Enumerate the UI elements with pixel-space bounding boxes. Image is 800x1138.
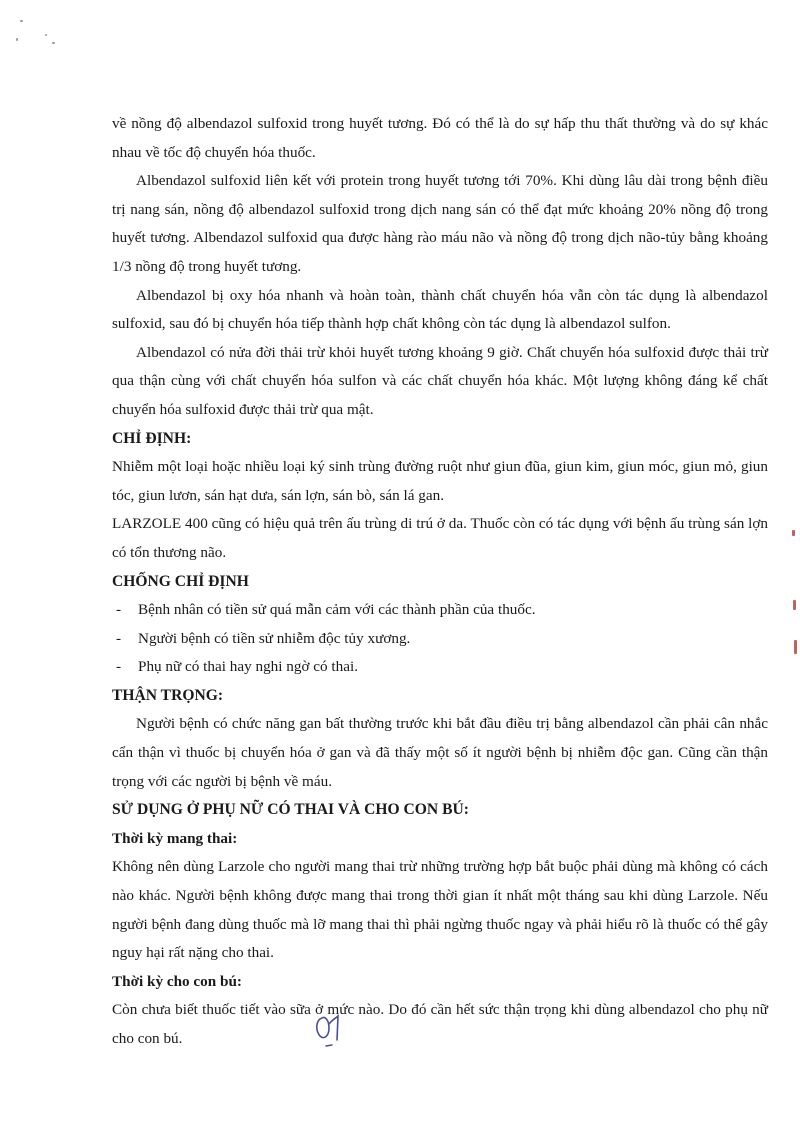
scan-speck: [45, 34, 47, 36]
scan-speck: [52, 42, 55, 44]
list-bullet: -: [116, 658, 122, 676]
scan-speck: [792, 530, 795, 536]
list-bullet: -: [116, 601, 122, 619]
list-item: [112, 653, 768, 682]
section-heading-indications: CHỈ ĐỊNH:: [112, 429, 192, 447]
subheading-lactation: Thời kỳ cho con bú:: [112, 972, 242, 990]
body-paragraph: về nồng độ albendazol sulfoxid trong huyết tương. Đó có thể là do sự hấp thu thất thường và do sự khác nhau về tốc độ chuyển hóa thuốc.: [112, 115, 768, 161]
list-item-text: Bệnh nhân có tiền sử quá mẫn cảm với các thành phần của thuốc.: [138, 601, 536, 619]
document-page: [112, 110, 768, 1054]
body-paragraph: Nhiễm một loại hoặc nhiều loại ký sinh trùng đường ruột như giun đũa, giun kim, giun móc, giun mỏ, giun tóc, giun lươn, sán hạt dưa, sán lợn, sán bò, sán lá gan.: [112, 458, 768, 504]
contraindications-list: [112, 596, 768, 682]
list-item: [112, 625, 768, 654]
handwritten-mark-icon: [312, 1010, 356, 1050]
body-paragraph: Albendazol bị oxy hóa nhanh và hoàn toàn, thành chất chuyển hóa vẫn còn tác dụng là albendazol sulfoxid, sau đó bị chuyển hóa tiếp thành hợp chất không còn tác dụng là albendazol sulfon.: [112, 286, 768, 333]
scan-speck: [16, 38, 18, 41]
body-paragraph: Không nên dùng Larzole cho người mang thai trừ những trường hợp bắt buộc phải dùng mà không có cách nào khác. Người bệnh không được mang thai trong thời gian ít nhất một tháng sau khi dùng Larzole. Nếu người bệnh đang dùng thuốc mà lỡ mang thai thì phải ngừng thuốc ngay và phải hiểu rõ là thuốc có thể gây nguy hại rất nặng cho thai.: [112, 858, 768, 962]
body-paragraph: LARZOLE 400 cũng có hiệu quả trên ấu trùng di trú ở da. Thuốc còn có tác dụng với bệnh ấu trùng sán lợn có tổn thương não.: [112, 515, 768, 561]
scan-speck: [794, 640, 797, 654]
body-paragraph: Albendazol sulfoxid liên kết với protein trong huyết tương tới 70%. Khi dùng lâu dài trong bệnh điều trị nang sán, nồng độ albendazol sulfoxid trong dịch nang sán có thể đạt mức khoảng 20% nồng độ trong huyết tương. Albendazol sulfoxid qua được hàng rào máu não và nồng độ trong dịch não-tủy bằng khoảng 1/3 nồng độ trong huyết tương.: [112, 172, 768, 275]
list-item-text: Người bệnh có tiền sử nhiễm độc tủy xương.: [138, 629, 411, 647]
scan-speck: [20, 20, 23, 22]
section-heading-precautions: THẬN TRỌNG:: [112, 686, 224, 704]
section-heading-contraindications: CHỐNG CHỈ ĐỊNH: [112, 572, 249, 590]
body-paragraph: Còn chưa biết thuốc tiết vào sữa ở mức nào. Do đó cần hết sức thận trọng khi dùng albendazol cho phụ nữ cho con bú.: [112, 1001, 768, 1047]
body-paragraph: Albendazol có nửa đời thải trừ khỏi huyết tương khoảng 9 giờ. Chất chuyển hóa sulfoxid được thải trừ qua thận cùng với chất chuyển hóa sulfon và các chất chuyển hóa khác. Một lượng không đáng kể chất chuyển hóa sulfoxid được thải trừ qua mật.: [112, 343, 768, 418]
section-heading-pregnancy-lactation: SỬ DỤNG Ở PHỤ NỮ CÓ THAI VÀ CHO CON BÚ:: [112, 801, 469, 819]
list-item-text: Phụ nữ có thai hay nghi ngờ có thai.: [138, 658, 358, 676]
list-bullet: -: [116, 629, 122, 647]
subheading-pregnancy: Thời kỳ mang thai:: [112, 829, 238, 847]
scan-speck: [793, 600, 796, 610]
body-paragraph: Người bệnh có chức năng gan bất thường trước khi bắt đầu điều trị bằng albendazol cần phải cân nhắc cẩn thận vì thuốc bị chuyển hóa ở gan và đã thấy một số ít người bệnh bị nhiễm độc gan. Cũng cần thận trọng với các người bị bệnh về máu.: [112, 715, 768, 790]
list-item: [112, 596, 768, 625]
